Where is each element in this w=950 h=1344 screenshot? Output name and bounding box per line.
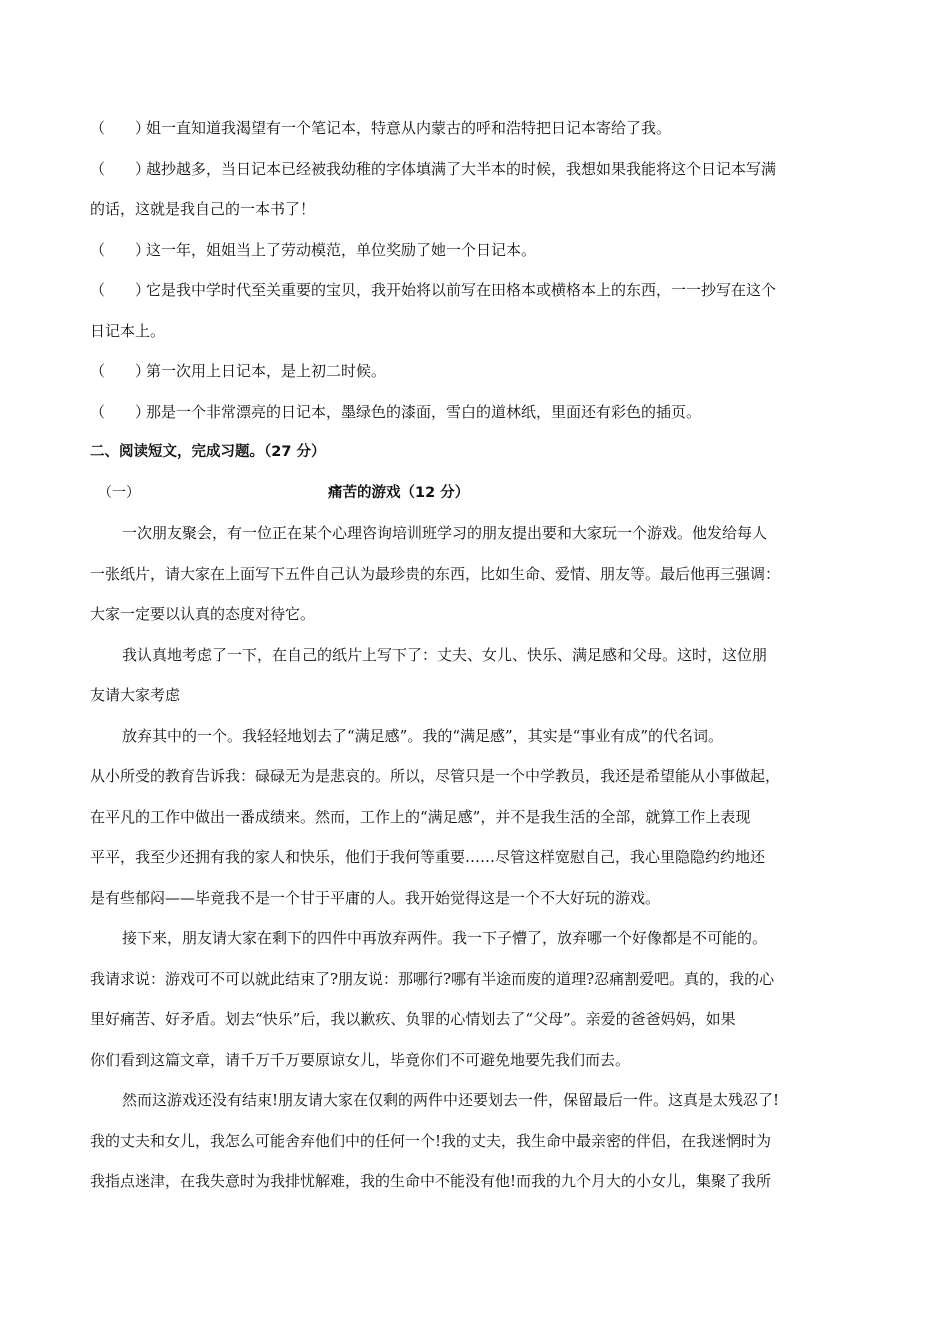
paragraph-line: 我请求说：游戏可不可以就此结束了?朋友说：那哪行?哪有半途而废的道理?忍痛割爱吧。真的，我的心 — [90, 969, 775, 988]
item-text: 第一次用上日记本，是上初二时候。 — [146, 362, 387, 380]
paragraph-2 — [90, 635, 865, 716]
ordering-item-5 — [90, 351, 865, 392]
paragraph-3 — [90, 716, 865, 919]
item-text: 的话，这就是我自己的一本书了！ — [90, 200, 316, 218]
ordering-item-3 — [90, 230, 865, 271]
paragraph-line: 里好痛苦、好矛盾。划去“快乐”后，我以歉疚、负罪的心情划去了“父母”。亲爱的爸爸妈妈，如果 — [90, 1010, 736, 1028]
answer-bracket[interactable]: （ ） — [90, 159, 151, 178]
paragraph-line: 从小所受的教育告诉我：碌碌无为是悲哀的。所以，尽管只是一个中学教员，我还是希望能从小事做起， — [90, 767, 781, 785]
section-heading: 二、阅读短文，完成习题。（27 分） — [90, 444, 326, 460]
paragraph-line: 友请大家考虑 — [90, 686, 181, 704]
ordering-item-4-cont — [90, 311, 865, 352]
paragraph-1 — [90, 513, 865, 635]
answer-bracket[interactable]: （ ） — [90, 362, 151, 380]
item-text: 姐一直知道我渴望有一个笔记本，特意从内蒙古的呼和浩特把日记本寄给了我。 — [146, 119, 672, 137]
item-text: 这一年，姐姐当上了劳动模范，单位奖励了她一个日记本。 — [146, 240, 537, 259]
passage-title: 痛苦的游戏（12 分） — [328, 484, 470, 501]
ordering-item-4 — [90, 270, 865, 311]
ordering-item-2-cont — [90, 189, 865, 230]
paragraph-line: 我的丈夫和女儿，我怎么可能舍弃他们中的任何一个!我的丈夫，我生命中最亲密的伴侣，在我迷惘时为 — [90, 1131, 772, 1150]
paragraph-line: 我指点迷津，在我失意时为我排忧解难，我的生命中不能没有他!而我的九个月大的小女儿，集聚了我所 — [90, 1172, 772, 1190]
item-text: 它是我中学时代至关重要的宝贝，我开始将以前写在田格本或横格本上的东西，一一抄写在这个 — [146, 281, 777, 299]
item-text: 日记本上。 — [90, 321, 166, 340]
paragraph-line: 接下来，朋友请大家在剩下的四件中再放弃两件。我一下子懵了，放弃哪一个好像都是不可能的。 — [122, 929, 768, 947]
paragraph-line: 然而这游戏还没有结束!朋友请大家在仅剩的两件中还要划去一件，保留最后一件。这真是太残忍了! — [122, 1091, 780, 1109]
paragraph-line: 你们看到这篇文章，请千万千万要原谅女儿，毕竟你们不可避免地要先我们而去。 — [90, 1050, 631, 1069]
ordering-item-6 — [90, 392, 865, 433]
answer-bracket[interactable]: （ ） — [90, 402, 151, 421]
ordering-item-1 — [90, 108, 865, 149]
answer-bracket[interactable]: （ ） — [90, 240, 151, 259]
passage-number: （一） — [98, 484, 140, 501]
paragraph-line: 一次朋友聚会，有一位正在某个心理咨询培训班学习的朋友提出要和大家玩一个游戏。他发给每人 — [122, 524, 768, 542]
passage-body — [90, 513, 865, 1202]
ordering-item-2 — [90, 149, 865, 190]
answer-bracket[interactable]: （ ） — [90, 281, 151, 299]
paragraph-line: 是有些郁闷——毕竟我不是一个甘于平庸的人。我开始觉得这是一个不大好玩的游戏。 — [90, 888, 661, 907]
paragraph-line: 平平，我至少还拥有我的家人和快乐，他们于我何等重要……尽管这样宽慰自己，我心里隐隐约约地还 — [90, 848, 766, 866]
item-text: 越抄越多，当日记本已经被我幼稚的字体填满了大半本的时候，我想如果我能将这个日记本写满 — [146, 159, 777, 178]
paragraph-line: 大家一定要以认真的态度对待它。 — [90, 605, 316, 623]
ordering-exercise — [90, 108, 865, 432]
document-page — [90, 108, 865, 1202]
paragraph-line: 放弃其中的一个。我轻轻地划去了“满足感”。我的“满足感”，其实是“事业有成”的代名词。 — [122, 726, 724, 745]
answer-bracket[interactable]: （ ） — [90, 119, 151, 137]
passage-title-row — [90, 473, 865, 514]
item-text: 那是一个非常漂亮的日记本，墨绿色的漆面，雪白的道林纸，里面还有彩色的插页。 — [146, 402, 702, 421]
paragraph-4 — [90, 918, 865, 1080]
paragraph-line: 我认真地考虑了一下，在自己的纸片上写下了：丈夫、女儿、快乐、满足感和父母。这时，这位朋 — [122, 645, 768, 664]
paragraph-5 — [90, 1080, 865, 1202]
paragraph-line: 一张纸片，请大家在上面写下五件自己认为最珍贵的东西，比如生命、爱情、朋友等。最后他再三强调： — [90, 564, 781, 583]
paragraph-line: 在平凡的工作中做出一番成绩来。然而，工作上的“满足感”，并不是我生活的全部，就算工作上表现 — [90, 807, 751, 826]
